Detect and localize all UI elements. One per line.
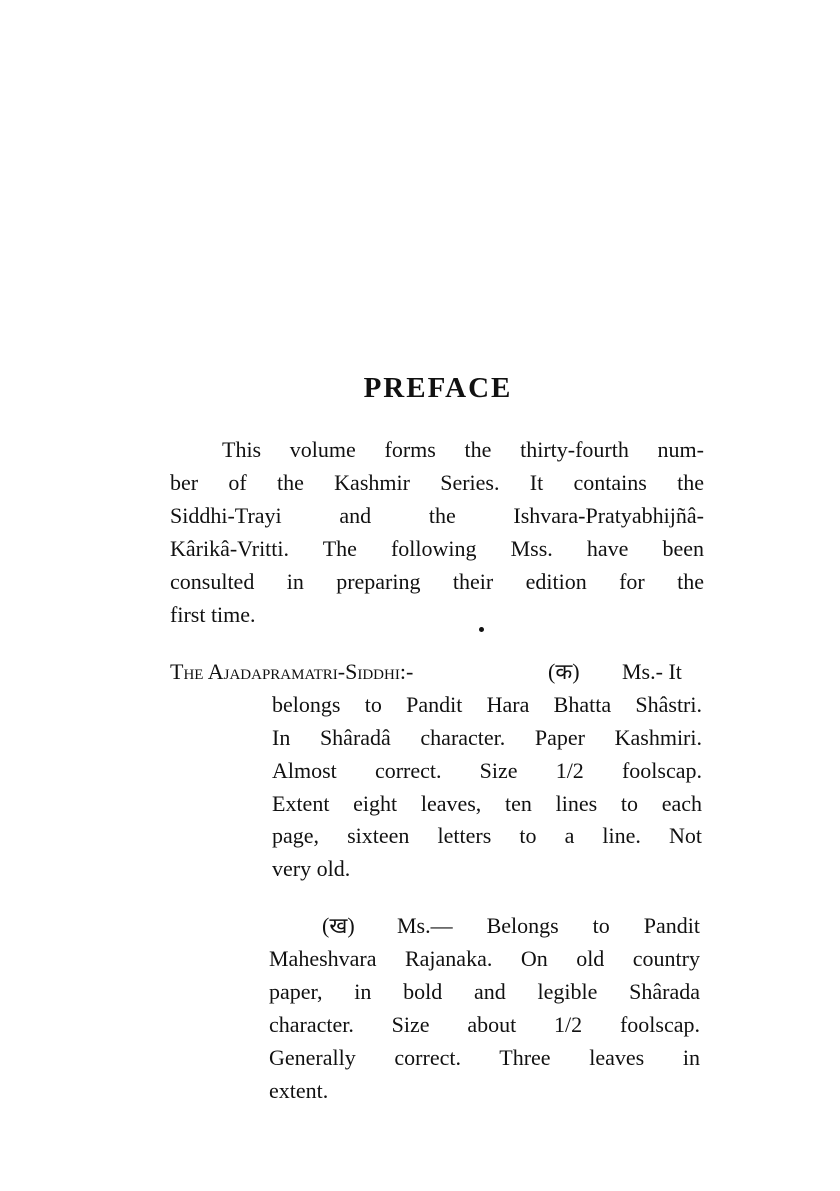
intro-line: first time. — [170, 602, 256, 627]
intro-line: Siddhi-Trayi and the Ishvara-Pratyabhijñâ- — [170, 503, 704, 528]
ms1-line: belongs to Pandit Hara Bhatta Shâstri. — [272, 692, 702, 717]
intro-line: consulted in preparing their edition for the — [170, 569, 704, 594]
ms1-label: Ms.- It — [622, 659, 682, 684]
ms2-line: Maheshvara Rajanaka. On old country — [269, 946, 700, 971]
ms1-line: page, sixteen letters to a line. Not — [272, 823, 702, 848]
entry-title — [170, 659, 413, 685]
intro-line: Kârikâ-Vritti. The following Mss. have been — [170, 536, 704, 561]
ms1-line: Almost correct. Size 1/2 foolscap. — [272, 758, 702, 783]
ms1-line: In Shâradâ character. Paper Kashmiri. — [272, 725, 702, 750]
page-title: PREFACE — [363, 372, 513, 404]
ms1-line: Extent eight leaves, ten lines to each — [272, 791, 702, 816]
ms2-line: paper, in bold and legible Shârada — [269, 979, 700, 1004]
entry-title-text: The Ajadapramatri-Siddhi:- — [170, 659, 414, 684]
intro-line: This volume forms the thirty-fourth num- — [222, 437, 704, 462]
ms1-mark: (क) — [548, 659, 580, 684]
ms2-mark: (ख) — [322, 913, 355, 938]
ms2-line: Generally correct. Three leaves in — [269, 1045, 700, 1070]
ms2-line: Ms.— Belongs to Pandit — [397, 913, 700, 938]
ms2-line: character. Size about 1/2 foolscap. — [269, 1012, 700, 1037]
intro-line: ber of the Kashmir Series. It contains the — [170, 470, 704, 495]
ms1-line: very old. — [272, 856, 351, 881]
ms2-line: extent. — [269, 1078, 329, 1103]
stray-dot — [479, 627, 484, 632]
